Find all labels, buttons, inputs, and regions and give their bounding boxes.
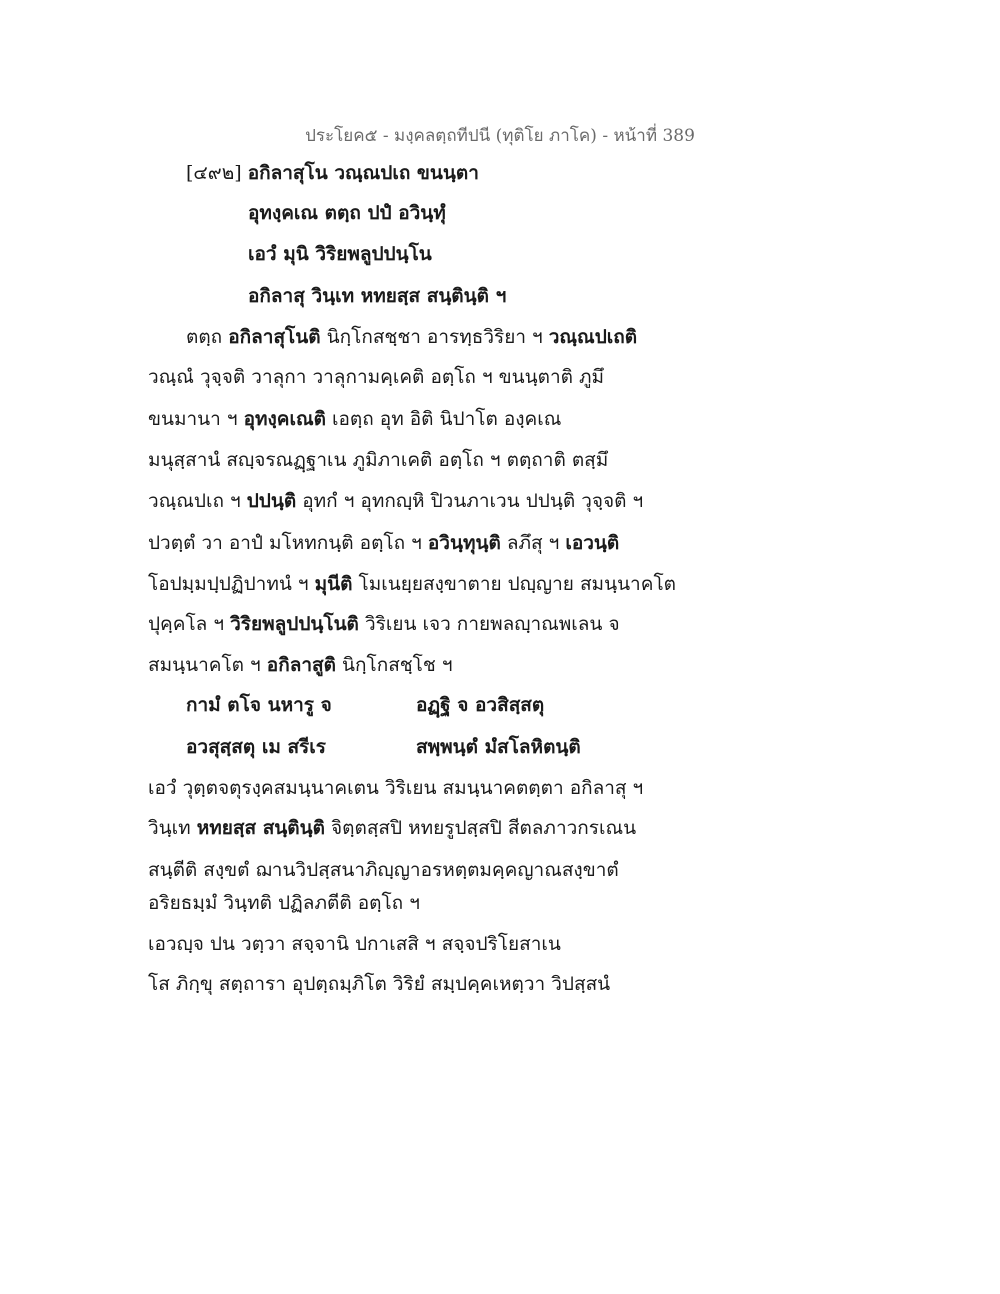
line-text: วิริเยน เจว กายพลญฺาณพเลน จ xyxy=(358,613,620,635)
quote-line-2-left: อวสุสฺสตุ เม สรีเร xyxy=(186,736,326,758)
line-text: โอปมฺมปฺปฏิปาทนํ ฯ xyxy=(148,573,315,595)
page-header xyxy=(0,122,1000,149)
line-text: ขนมานา ฯ xyxy=(148,408,244,430)
commentary-line xyxy=(148,569,676,599)
commentary2-line xyxy=(148,888,420,918)
line-text: วณฺณปเถ ฯ xyxy=(148,490,247,512)
verse-line-2: อุทงฺคเณ ตตฺถ ปปํ อวินฺทุํ xyxy=(248,202,446,224)
quote-line-2-right: สพฺพนฺตํ มํสโลหิตนฺติ xyxy=(416,736,581,758)
line-text: โส ภิกฺขุ สตฺถารา อุปตฺถมฺภิโต วิริยํ สมฺปคฺคเหตฺวา วิปสฺสนํ xyxy=(148,973,611,995)
commentary2-line xyxy=(148,813,636,843)
line-text: สนฺตีติ สงฺขตํ ฌานวิปสฺสนาภิญฺญาอรหตฺตมคฺคญาณสงฺขาตํ xyxy=(148,859,619,881)
commentary-line xyxy=(148,445,608,475)
line-text: โมเนยฺยสงฺขาตาย ปญฺญาย สมนฺนาคโต xyxy=(352,573,676,595)
line-text: เอวญฺจ ปน วตฺวา สจฺจานิ ปกาเสสิ ฯ สจฺจปริโยสาเน xyxy=(148,933,561,955)
verse-line-3: เอวํ มุนิ วิริยพลูปปนฺโน xyxy=(248,243,432,265)
keyword-term: อกิลาสุโนติ xyxy=(228,326,321,348)
quote-line-1-left: กามํ ตโจ นหารู จ xyxy=(186,694,332,716)
verse-line-1 xyxy=(186,158,479,188)
line-text: ปวตฺตํ วา อาปํ มโหทกนฺติ อตฺโถ ฯ xyxy=(148,532,428,554)
line-text: ตตฺถ xyxy=(186,326,229,348)
keyword-term: อกิลาสูติ xyxy=(266,654,336,676)
line-text: วินฺเท xyxy=(148,817,197,839)
line-text: เอวํ วุตฺตจตุรงฺคสมนฺนาคเตน วิริเยน สมนฺนาคตตฺตา อกิลาสุ ฯ xyxy=(148,777,644,799)
commentary-line xyxy=(148,528,619,558)
commentary2-line xyxy=(148,855,619,885)
line-text: จิตฺตสฺสปิ หทยรูปสฺสปิ สีตลภาวกรเณน xyxy=(324,817,637,839)
keyword-term: วิริยพลูปปนฺโนติ xyxy=(230,613,359,635)
commentary-line xyxy=(148,486,643,516)
line-text: อุทกํ ฯ อุทกญฺหิ ปิวนภาเวน ปปนฺติ วุจฺจติ ฯ xyxy=(296,490,644,512)
verse-number: [๔๙๒] xyxy=(186,162,242,184)
verse-text: อกิลาสุโน วณฺณปเถ ขนนฺตา xyxy=(247,162,479,184)
keyword-term: เอวนฺติ xyxy=(565,532,620,554)
keyword-term: ปปนฺติ xyxy=(246,490,297,512)
line-text: เอตฺถ อุท อิติ นิปาโต องฺคเณ xyxy=(325,408,562,430)
keyword-term: หทยสฺส สนฺตินฺติ xyxy=(196,817,325,839)
commentary2-line xyxy=(148,969,610,999)
commentary-line xyxy=(148,650,453,680)
commentary2-line xyxy=(148,929,561,959)
keyword-term: อวินฺทุนฺติ xyxy=(427,532,501,554)
commentary-line xyxy=(148,362,604,392)
commentary2-line xyxy=(148,773,643,803)
keyword-term: อุทงฺคเณติ xyxy=(243,408,326,430)
page-header-text: ประโยค๕ - มงฺคลตฺถทีปนี (ทุติโย ภาโค) - หน้าที่ 389 xyxy=(305,126,695,146)
line-text: ลภึสุ ฯ xyxy=(500,532,566,554)
verse-line-4: อกิลาสุ วินฺเท หทยสฺส สนฺตินฺติ ฯ xyxy=(248,285,507,307)
keyword-term: มุนีติ xyxy=(314,573,353,595)
line-text: นิกฺโกสชฺชา อารทฺธวิริยา ฯ xyxy=(320,326,549,348)
line-text: ปุคฺคโล ฯ xyxy=(148,613,231,635)
line-text: สมนฺนาคโต ฯ xyxy=(148,654,267,676)
commentary-line xyxy=(186,322,637,352)
line-text: วณฺณํ วุจฺจติ วาลุกา วาลุกามคฺเคติ อตฺโถ ฯ ขนนฺตาติ ภูมึ xyxy=(148,366,605,388)
line-text: นิกฺโกสชฺโช ฯ xyxy=(335,654,453,676)
line-text: อริยธมฺมํ วินฺทติ ปฏิลภตีติ อตฺโถ ฯ xyxy=(148,892,420,914)
commentary-line xyxy=(148,404,561,434)
commentary-line xyxy=(148,609,620,639)
quote-line-1-right: อฏฺฐิ จ อวสิสฺสตุ xyxy=(416,694,545,716)
keyword-term: วณฺณปเถติ xyxy=(548,326,638,348)
line-text: มนุสฺสานํ สญฺจรณฏฺฐาเน ภูมิภาเคติ อตฺโถ ฯ ตตฺถาติ ตสฺมึ xyxy=(148,449,609,471)
